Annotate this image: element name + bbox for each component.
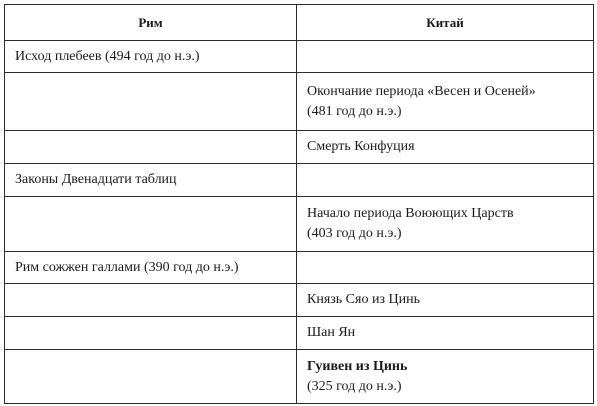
china-date: (403 год до н.э.): [307, 226, 402, 241]
rome-cell: Законы Двенадцати таблиц: [5, 164, 297, 197]
china-event: Окончание периода «Весен и Осеней»: [307, 83, 536, 99]
table-row: [5, 350, 594, 404]
rome-cell: [5, 350, 297, 404]
china-cell: Шан Ян: [297, 317, 594, 350]
rome-cell: [5, 197, 297, 252]
header-row: [5, 5, 594, 41]
table-row: [5, 317, 594, 350]
table-row: [5, 73, 594, 131]
china-cell: [297, 350, 594, 404]
china-event: Гуивен из Цинь: [307, 358, 408, 374]
table-row: [5, 197, 594, 252]
table-row: [5, 252, 594, 284]
china-cell: [297, 41, 594, 73]
china-cell: Смерть Конфуция: [297, 131, 594, 164]
table-row: [5, 164, 594, 197]
china-cell: Князь Сяо из Цинь: [297, 284, 594, 317]
table-row: [5, 284, 594, 317]
rome-cell: [5, 284, 297, 317]
china-date: (325 год до н.э.): [307, 378, 402, 394]
china-event: Начало периода Воюющих Царств: [307, 206, 514, 221]
china-date: (481 год до н.э.): [307, 103, 402, 119]
table-row: [5, 41, 594, 73]
rome-cell: Рим сожжен галлами (390 год до н.э.): [5, 252, 297, 284]
rome-cell: Исход плебеев (494 год до н.э.): [5, 41, 297, 73]
table-row: [5, 131, 594, 164]
header-rome: Рим: [5, 5, 297, 41]
china-cell: [297, 252, 594, 284]
rome-cell: [5, 131, 297, 164]
chronology-table: [4, 4, 594, 404]
china-cell: [297, 73, 594, 131]
header-china: Китай: [297, 5, 594, 41]
china-cell: [297, 164, 594, 197]
rome-cell: [5, 73, 297, 131]
rome-cell: [5, 317, 297, 350]
china-cell: [297, 197, 594, 252]
